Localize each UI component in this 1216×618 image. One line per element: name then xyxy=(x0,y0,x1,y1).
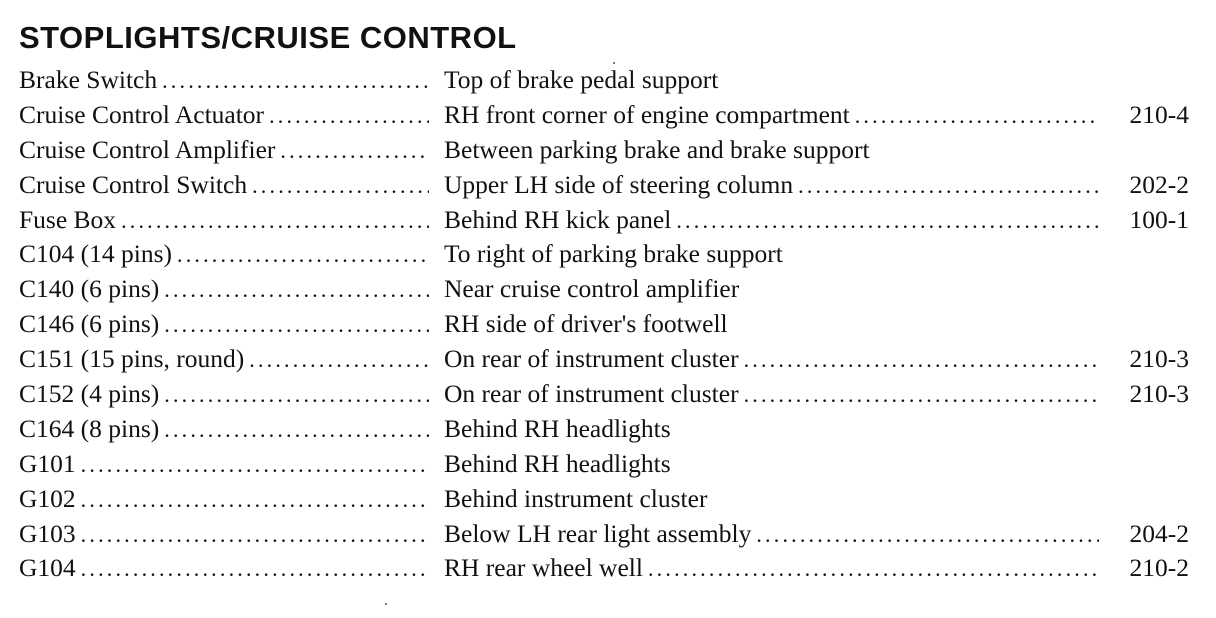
component-cell xyxy=(19,98,429,133)
page-reference-cell xyxy=(1099,272,1189,307)
location-cell xyxy=(444,517,1099,552)
component-location: Upper LH side of steering column xyxy=(444,169,794,199)
leader-dots xyxy=(756,518,1099,552)
leader-dots xyxy=(744,343,1099,377)
component-name: C164 (8 pins) xyxy=(19,413,160,443)
component-cell xyxy=(19,237,429,272)
component-cell xyxy=(19,377,429,412)
leader-dots xyxy=(81,448,429,482)
page-title: STOPLIGHTS/CRUISE CONTROL xyxy=(19,20,517,55)
leader-dots xyxy=(164,308,429,342)
component-location: Between parking brake and brake support xyxy=(444,134,870,164)
page-reference-cell xyxy=(1099,168,1189,203)
component-location: RH front corner of engine compartment xyxy=(444,99,850,129)
print-speck xyxy=(385,603,387,605)
location-cell xyxy=(444,377,1099,412)
location-cell xyxy=(444,551,1099,586)
component-location: RH rear wheel well xyxy=(444,553,643,583)
location-cell xyxy=(444,307,1099,342)
page-reference-cell xyxy=(1099,517,1189,552)
location-cell xyxy=(444,63,1099,98)
component-name: C146 (6 pins) xyxy=(19,309,160,339)
component-location: Behind RH headlights xyxy=(444,413,671,443)
page-reference-cell xyxy=(1099,551,1189,586)
component-name: Cruise Control Actuator xyxy=(19,99,265,129)
leader-dots xyxy=(81,552,429,586)
location-cell xyxy=(444,203,1099,238)
location-cell xyxy=(444,98,1099,133)
location-cell xyxy=(444,272,1099,307)
page-reference: 210-4 xyxy=(1129,99,1189,129)
component-name: Fuse Box xyxy=(19,204,117,234)
component-location: Behind RH kick panel xyxy=(444,204,672,234)
component-cell xyxy=(19,307,429,342)
component-name: C140 (6 pins) xyxy=(19,274,160,304)
page-reference-cell xyxy=(1099,237,1189,272)
component-cell xyxy=(19,63,429,98)
table-row xyxy=(19,98,1199,133)
component-cell xyxy=(19,517,429,552)
component-name: G103 xyxy=(19,518,76,548)
page-reference: 210-3 xyxy=(1129,379,1189,409)
leader-dots xyxy=(744,378,1099,412)
component-name: Cruise Control Switch xyxy=(19,169,248,199)
page-reference: 210-2 xyxy=(1129,553,1189,583)
component-cell xyxy=(19,203,429,238)
leader-dots xyxy=(855,99,1099,133)
component-cell xyxy=(19,551,429,586)
component-location: RH side of driver's footwell xyxy=(444,309,728,339)
page-reference-cell xyxy=(1099,377,1189,412)
page-reference-cell xyxy=(1099,307,1189,342)
leader-dots xyxy=(676,204,1099,238)
component-name: C104 (14 pins) xyxy=(19,239,172,269)
leader-dots xyxy=(280,134,429,168)
page-reference: 100-1 xyxy=(1129,204,1189,234)
leader-dots xyxy=(648,552,1099,586)
component-cell xyxy=(19,272,429,307)
component-location-table xyxy=(19,63,1199,586)
leader-dots xyxy=(798,169,1099,203)
component-name: Brake Switch xyxy=(19,65,158,94)
leader-dots xyxy=(164,413,429,447)
component-name: C152 (4 pins) xyxy=(19,379,160,409)
component-location: Behind RH headlights xyxy=(444,448,671,478)
table-row xyxy=(19,272,1199,307)
page-reference-cell xyxy=(1099,133,1189,168)
page-reference-cell xyxy=(1099,447,1189,482)
leader-dots xyxy=(162,64,429,98)
page-reference-cell xyxy=(1099,412,1189,447)
page-reference-cell xyxy=(1099,98,1189,133)
component-location: To right of parking brake support xyxy=(444,239,783,269)
location-cell xyxy=(444,168,1099,203)
component-cell xyxy=(19,447,429,482)
component-cell xyxy=(19,342,429,377)
component-name: G102 xyxy=(19,483,76,513)
component-cell xyxy=(19,168,429,203)
table-row xyxy=(19,168,1199,203)
component-location: Top of brake pedal support xyxy=(444,65,719,94)
table-row xyxy=(19,133,1199,168)
leader-dots xyxy=(164,378,429,412)
page-reference-cell xyxy=(1099,63,1189,98)
component-cell xyxy=(19,482,429,517)
page-reference-cell xyxy=(1099,342,1189,377)
component-cell xyxy=(19,133,429,168)
table-row xyxy=(19,377,1199,412)
component-cell xyxy=(19,412,429,447)
print-speck xyxy=(613,62,615,64)
table-row xyxy=(19,517,1199,552)
component-name: G101 xyxy=(19,448,76,478)
page-reference-cell xyxy=(1099,482,1189,517)
table-row xyxy=(19,412,1199,447)
location-cell xyxy=(444,482,1099,517)
component-location: Below LH rear light assembly xyxy=(444,518,752,548)
table-row xyxy=(19,342,1199,377)
component-location: Behind instrument cluster xyxy=(444,483,708,513)
location-cell xyxy=(444,237,1099,272)
page-reference: 202-2 xyxy=(1129,169,1189,199)
location-cell xyxy=(444,342,1099,377)
leader-dots xyxy=(252,169,429,203)
page-reference-cell xyxy=(1099,203,1189,238)
component-name: Cruise Control Amplifier xyxy=(19,134,276,164)
table-row xyxy=(19,551,1199,586)
location-cell xyxy=(444,447,1099,482)
table-row xyxy=(19,307,1199,342)
table-row xyxy=(19,482,1199,517)
leader-dots xyxy=(121,204,429,238)
page-reference: 204-2 xyxy=(1129,518,1189,548)
table-row xyxy=(19,447,1199,482)
component-location: On rear of instrument cluster xyxy=(444,344,739,374)
location-cell xyxy=(444,412,1099,447)
leader-dots xyxy=(269,99,429,133)
table-row xyxy=(19,63,1199,98)
leader-dots xyxy=(81,518,429,552)
page-reference: 210-3 xyxy=(1129,344,1189,374)
leader-dots xyxy=(164,273,429,307)
component-name: G104 xyxy=(19,553,76,583)
table-row xyxy=(19,237,1199,272)
leader-dots xyxy=(177,238,429,272)
location-cell xyxy=(444,133,1099,168)
table-row xyxy=(19,203,1199,238)
component-name: C151 (15 pins, round) xyxy=(19,344,245,374)
leader-dots xyxy=(249,343,429,377)
component-location: On rear of instrument cluster xyxy=(444,379,739,409)
leader-dots xyxy=(81,483,429,517)
component-location: Near cruise control amplifier xyxy=(444,274,740,304)
